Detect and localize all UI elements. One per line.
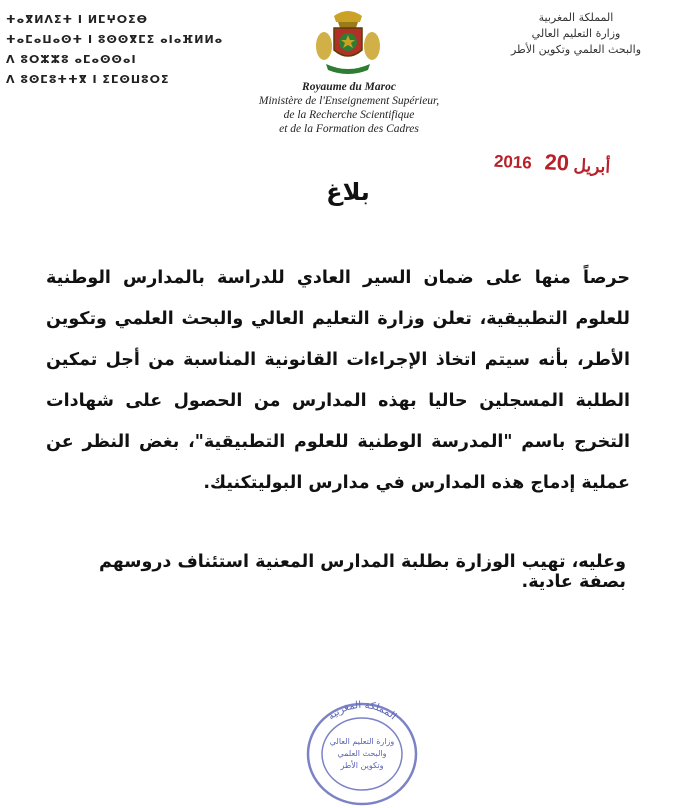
arabic-header <box>476 10 676 58</box>
document-title: بلاغ <box>326 178 370 206</box>
tifinagh-line: ⵜⴰⴳⵍⴷⵉⵜ ⵏ ⵍⵎⵖⵔⵉⴱ <box>6 13 149 26</box>
date-year: 2016 <box>493 151 533 173</box>
date-stamp <box>493 147 624 180</box>
closing-paragraph: وعليه، تهيب الوزارة بطلبة المدارس المعنية استئناف دروسهم بصفة عادية. <box>98 552 626 592</box>
ministry-line: de la Recherche Scientifique <box>283 109 415 121</box>
ministry-line: Ministère de l'Enseignement Supérieur, <box>258 95 440 107</box>
seal-outer-textpath: المملكة المغربية <box>325 699 399 723</box>
french-header <box>190 80 508 136</box>
arabic-header-line: المملكة المغربية <box>538 11 614 24</box>
seal-line: وتكوين الأطر <box>340 761 384 770</box>
seal-line: والبحث العلمي <box>337 749 387 758</box>
body-paragraph: حرصاً منها على ضمان السير العادي للدراسة بالمدارس الوطنية للعلوم التطبيقية، تعلن وزارة التعليم العالي والبحث العلمي وتكوين الأطر، بأنه سيتم اتخاذ الإجراءات القانونية المناسبة من أجل تمكين الطلبة المسجلين حاليا بهذه المدارس من الحصول على شهادات التخرج باسم "المدرسة الوطنية للعلوم التطبيقية"، بغض النظر عن عملية إدماج هذه المدارس في مدارس البوليتكنيك. <box>46 268 630 493</box>
tifinagh-header <box>6 10 226 90</box>
date-day: 20 <box>543 149 570 176</box>
tifinagh-line: ⴷ ⵓⵙⵎⵓⵜⵜⴳ ⵏ ⵉⵎⵙⵡⵓⵔⵉ <box>6 73 170 86</box>
seal-line: وزارة التعليم العالي <box>329 737 395 746</box>
country-name: Royaume du Maroc <box>302 81 396 93</box>
ministry-seal-stamp <box>294 688 430 808</box>
royal-coat-of-arms-icon <box>312 6 384 78</box>
tifinagh-line: ⵜⴰⵎⴰⵡⴰⵙⵜ ⵏ ⵓⵙⵙⴳⵎⵉ ⴰⵏⴰⴼⵍⵍⴰ <box>6 33 224 46</box>
announcement-body <box>46 258 630 504</box>
arabic-header-line: والبحث العلمي وتكوين الأطر <box>510 43 642 56</box>
date-month: أبريل <box>573 155 611 177</box>
ministry-line: et de la Formation des Cadres <box>279 123 419 135</box>
tifinagh-line: ⴷ ⵓⵔⵣⵣⵓ ⴰⵎⴰⵙⵙⴰⵏ <box>6 53 137 66</box>
arabic-header-line: وزارة التعليم العالي <box>531 27 621 40</box>
seal-outer-text <box>326 700 398 722</box>
